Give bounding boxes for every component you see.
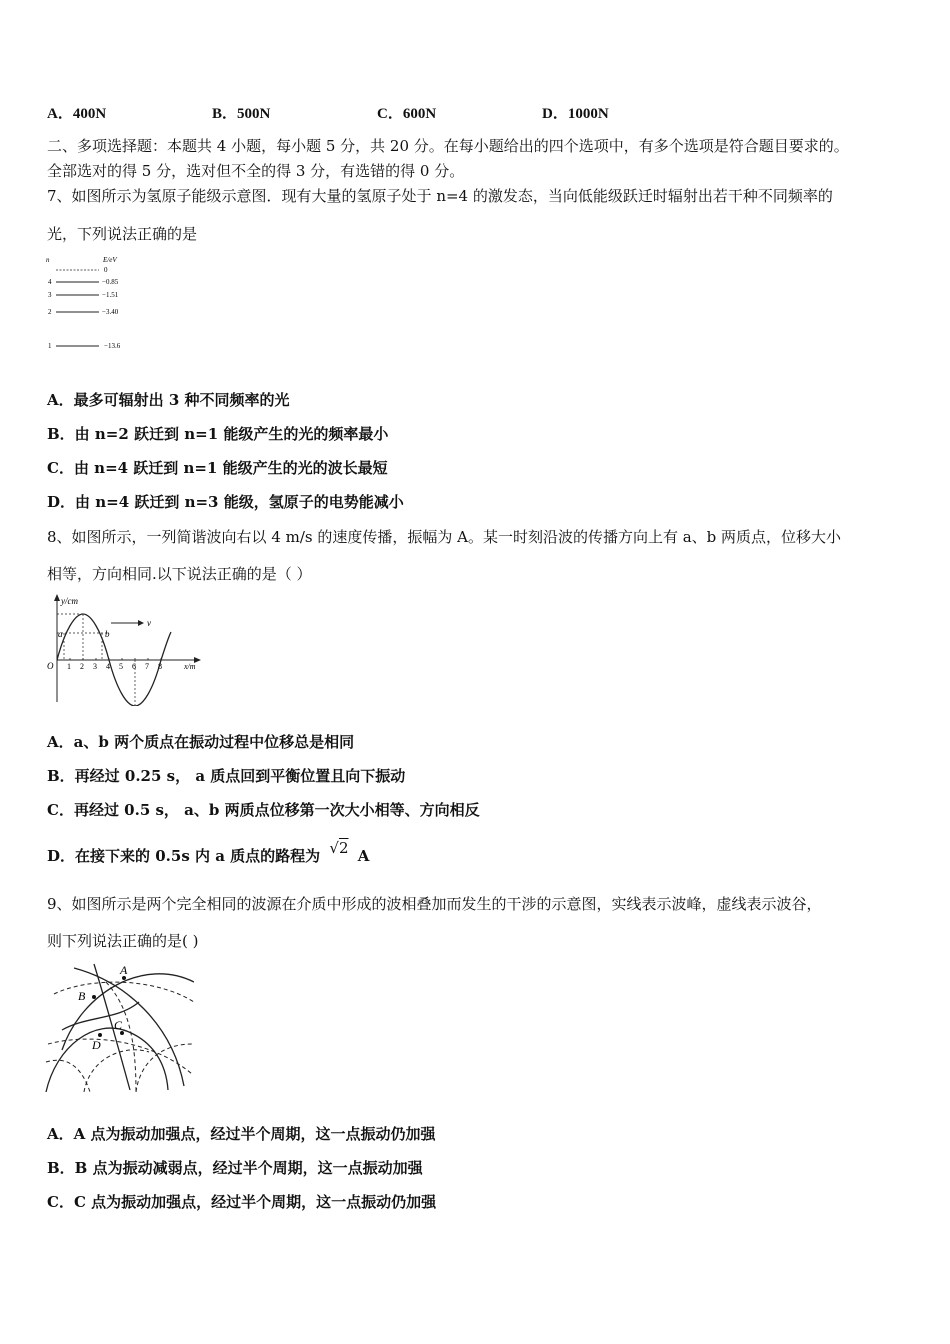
x-tick-label: 6 xyxy=(132,662,136,671)
level-n-4: 4 xyxy=(48,278,52,286)
q9-stem-line-1: 9、如图所示是两个完全相同的波源在介质中形成的波相叠加而发生的干涉的示意图，实线表示波峰，虚线表示波谷， xyxy=(47,895,822,913)
interference-diagram xyxy=(44,962,194,1092)
q6-option-a: A．400N xyxy=(47,106,107,122)
x-tick-label: 7 xyxy=(145,662,149,671)
q6-option-c: C．600N xyxy=(377,106,437,122)
q6-option-b: B．500N xyxy=(212,106,271,122)
q8-option-d-unit: A xyxy=(357,847,370,865)
q8-option-c: C．再经过 0.5 s， a、b 两质点位移第一次大小相等、方向相反 xyxy=(47,801,480,819)
x-axis-label: x/m xyxy=(184,662,196,671)
velocity-label: v xyxy=(147,618,151,628)
y-axis-arrow xyxy=(54,594,60,601)
velocity-arrow-head xyxy=(138,620,144,626)
x-tick-label: 3 xyxy=(93,662,97,671)
level-energy-2: −3.40 xyxy=(102,308,119,316)
q8-option-a: A．a、b 两个质点在振动过程中位移总是相同 xyxy=(47,733,355,751)
x-tick-label: 4 xyxy=(106,662,110,671)
level-energy-inf: 0 xyxy=(104,266,108,274)
energy-level-diagram xyxy=(44,254,144,358)
x-tick-label: 1 xyxy=(67,662,71,671)
q7-stem-line-2: 光，下列说法正确的是 xyxy=(47,225,198,243)
q9-option-c: C．C 点为振动加强点，经过半个周期，这一点振动仍加强 xyxy=(47,1193,437,1211)
point-b-label: b xyxy=(105,629,110,639)
sqrt-value: 2 xyxy=(338,839,349,857)
wave-graph xyxy=(44,592,208,706)
level-n-2: 2 xyxy=(48,308,52,316)
section-header-line-2: 全部选对的得 5 分，选对但不全的得 3 分，有选错的得 0 分。 xyxy=(47,162,465,180)
q9-option-b: B．B 点为振动减弱点，经过半个周期，这一点振动加强 xyxy=(47,1159,423,1177)
q7-option-d: D．由 n=4 跃迁到 n=3 能级，氢原子的电势能减小 xyxy=(47,493,404,511)
level-energy-3: −1.51 xyxy=(102,291,119,299)
point-a-label: a xyxy=(58,629,63,639)
y-axis-label: y/cm xyxy=(61,596,78,606)
point-d-dot xyxy=(98,1033,102,1037)
q7-stem-line-1: 7、如图所示为氢原子能级示意图．现有大量的氢原子处于 n=4 的激发态，当向低能级跃迁时辐射出若干种不同频率的 xyxy=(47,187,833,205)
level-energy-1: −13.6 xyxy=(104,342,121,350)
level-energy-4: −0.85 xyxy=(102,278,119,286)
section-header-line-1: 二、多项选择题：本题共 4 小题，每小题 5 分，共 20 分。在每小题给出的四个选项中，有多个选项是符合题目要求的。 xyxy=(47,137,849,155)
q7-option-b: B．由 n=2 跃迁到 n=1 能级产生的光的频率最小 xyxy=(47,425,389,443)
q8-option-d-text: D．在接下来的 0.5s 内 a 质点的路程为 xyxy=(47,847,321,865)
level-n-3: 3 xyxy=(48,291,52,299)
point-c-label: C xyxy=(114,1018,123,1032)
q6-option-d: D．1000N xyxy=(542,106,609,122)
q7-option-c: C．由 n=4 跃迁到 n=1 能级产生的光的波长最短 xyxy=(47,459,388,477)
level-n-1: 1 xyxy=(48,342,52,350)
origin-label: O xyxy=(47,661,54,671)
q9-option-a: A．A 点为振动加强点，经过半个周期，这一点振动仍加强 xyxy=(47,1125,436,1143)
q8-option-b: B．再经过 0.25 s， a 质点回到平衡位置且向下振动 xyxy=(47,767,406,785)
q9-stem-line-2: 则下列说法正确的是( ) xyxy=(47,932,199,950)
n-axis-label: n xyxy=(46,256,50,264)
q7-option-a: A．最多可辐射出 3 种不同频率的光 xyxy=(47,391,290,409)
point-d-label: D xyxy=(92,1038,101,1052)
q8-stem-line-2: 相等，方向相同.以下说法正确的是（ ） xyxy=(47,565,312,583)
x-tick-label: 2 xyxy=(80,662,84,671)
sqrt-symbol: √2 xyxy=(329,839,349,857)
point-b-label: B xyxy=(78,989,86,1003)
x-tick-label: 5 xyxy=(119,662,123,671)
x-tick-label: 8 xyxy=(158,662,162,671)
q8-stem-line-1: 8、如图所示，一列简谐波向右以 4 m/s 的速度传播，振幅为 A。某一时刻沿波的传播方向上有 a、b 两质点，位移大小 xyxy=(47,528,842,546)
point-a-label: A xyxy=(120,963,128,977)
point-b-dot xyxy=(92,995,96,999)
q8-option-d xyxy=(47,839,370,866)
energy-axis-label: E/eV xyxy=(103,256,117,264)
